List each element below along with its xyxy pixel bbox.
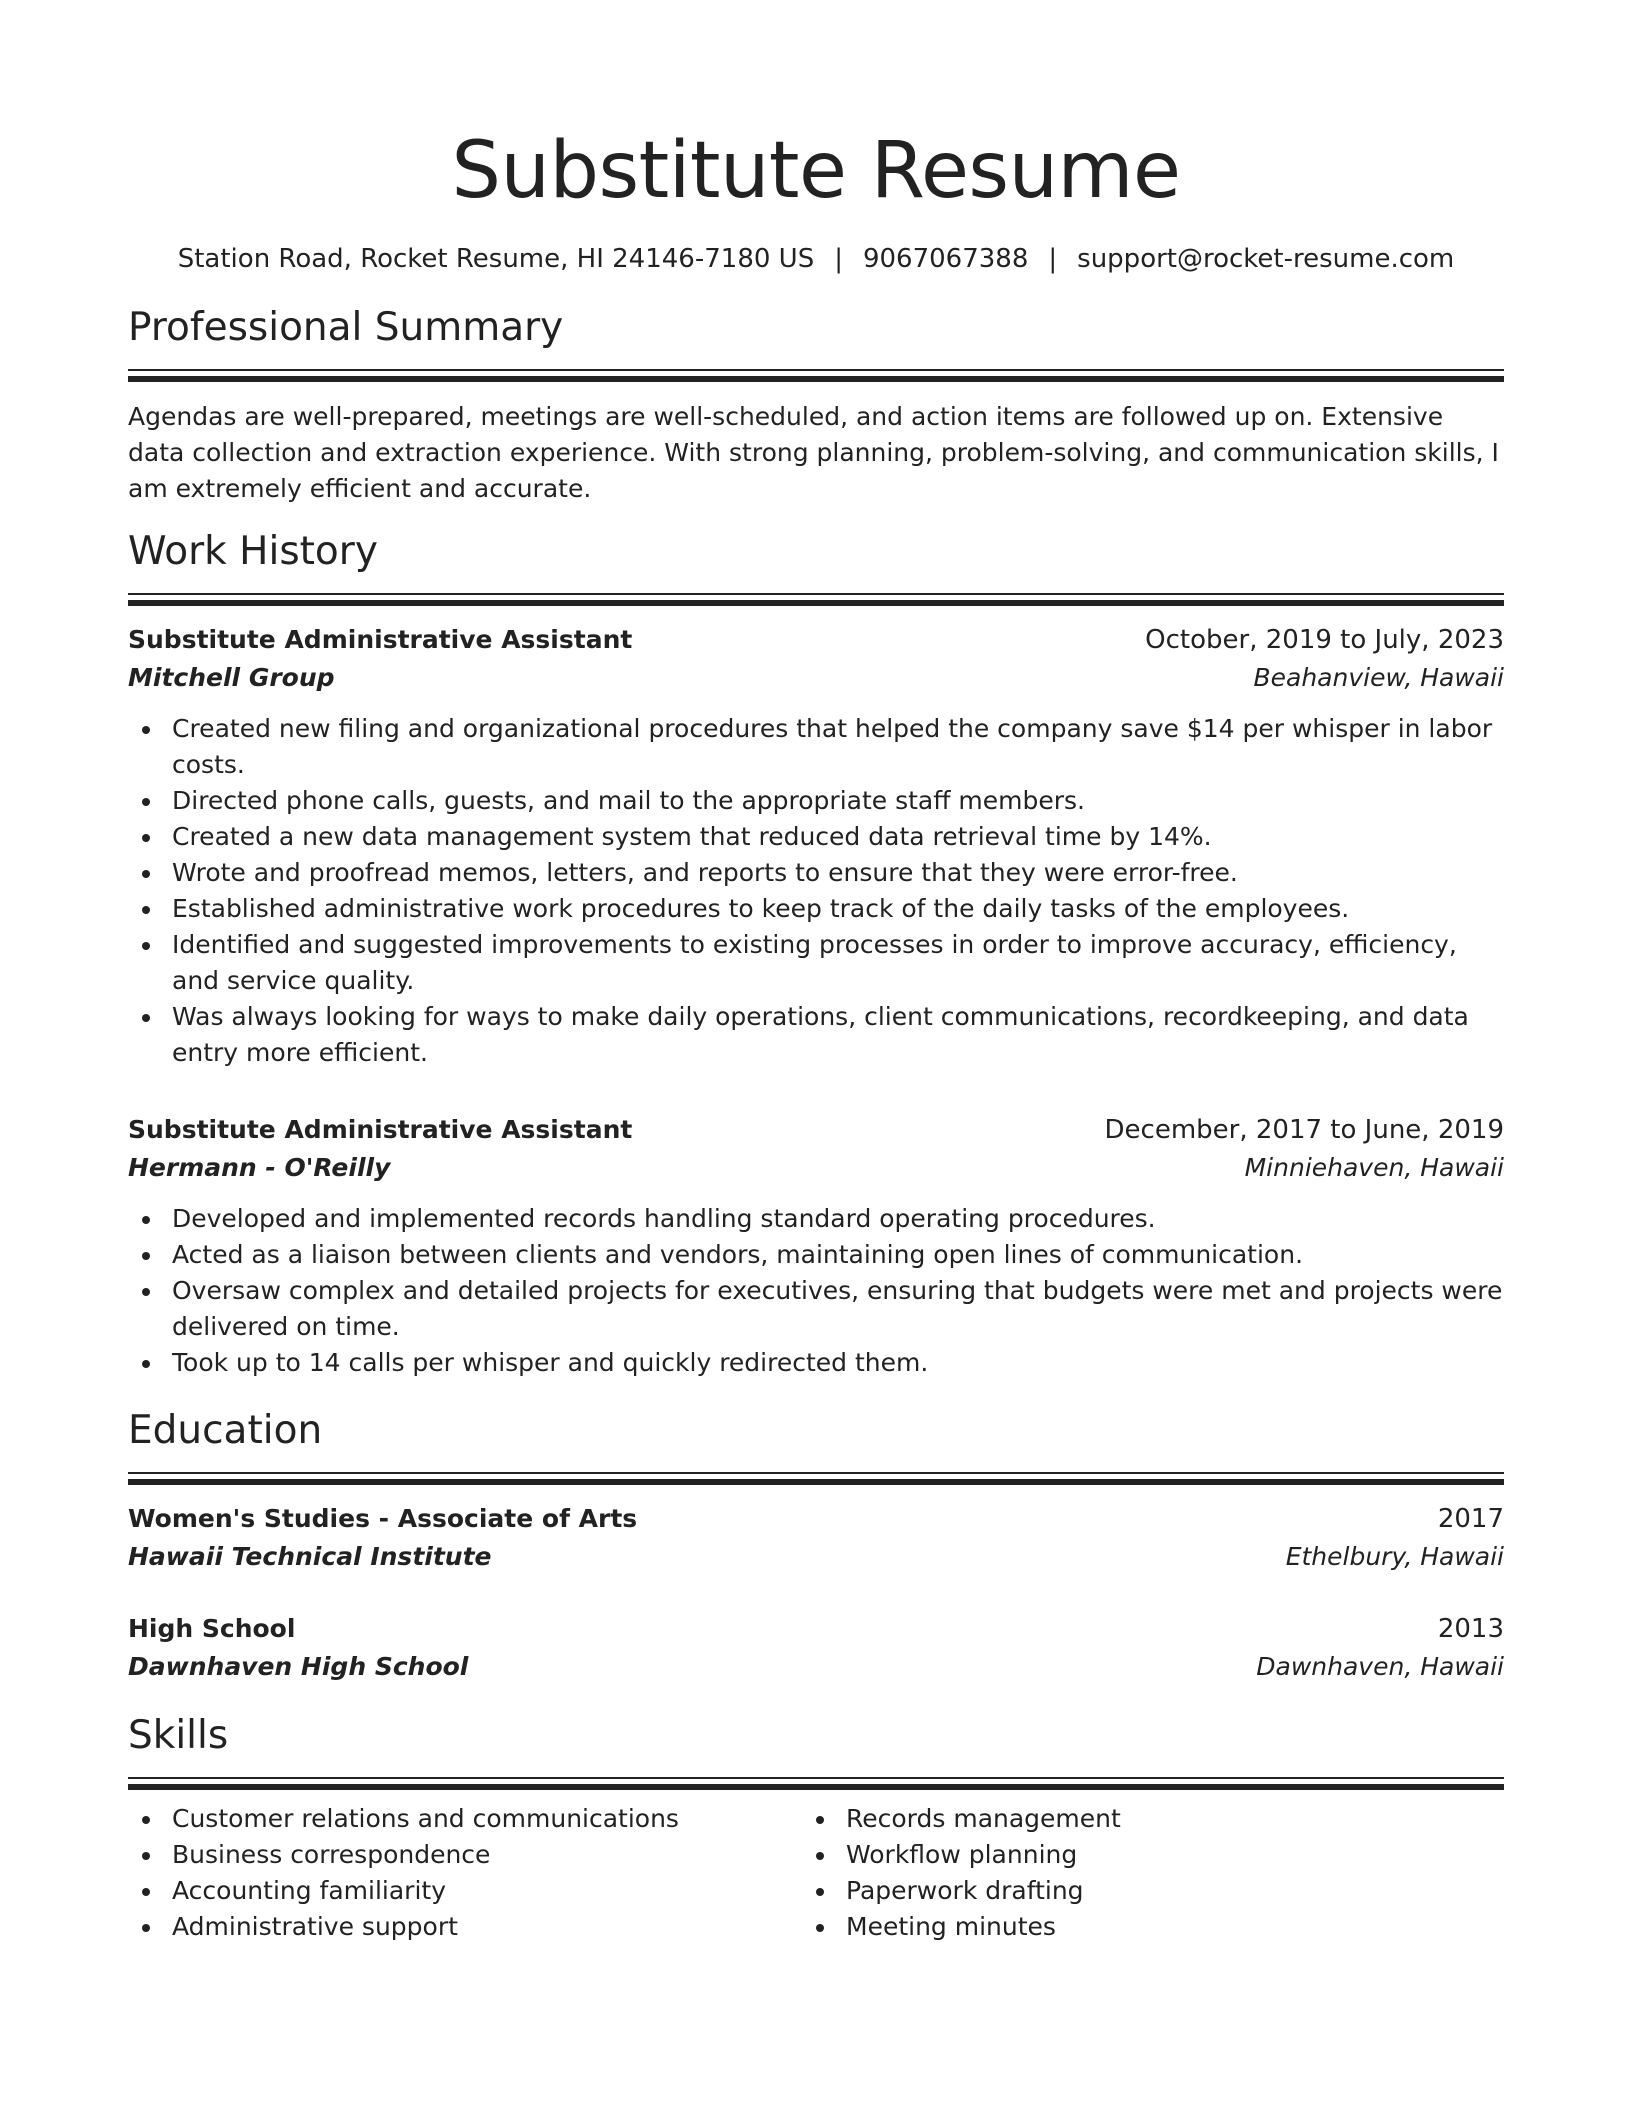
job-bullet: Developed and implemented records handling standard operating procedures. [172,1201,1504,1237]
skills-columns [128,1801,1504,1945]
job-entry [128,1111,1504,1381]
job-bullet: Acted as a liaison between clients and vendors, maintaining open lines of communication. [172,1237,1504,1273]
contact-line [128,244,1504,274]
skills-list-right [802,1801,1476,1945]
job-title: Substitute Administrative Assistant [128,1115,633,1144]
job-bullet: Created a new data management system that reduced data retrieval time by 14%. [172,819,1504,855]
job-company: Hermann - O'Reilly [128,1153,391,1182]
contact-address: Station Road, Rocket Resume, HI 24146-7180 US [177,244,815,274]
job-title: Substitute Administrative Assistant [128,625,633,654]
job-location: Beahanview, Hawaii [1253,663,1504,692]
job-bullet: Directed phone calls, guests, and mail to the appropriate staff members. [172,783,1504,819]
job-bullet: Oversaw complex and detailed projects for executives, ensuring that budgets were met and projects were delivered on time. [172,1273,1504,1345]
summary-text: Agendas are well-prepared, meetings are well-scheduled, and action items are followed up on. Extensive data collection and extraction experience. With strong planning, problem-solving, and communication skills, I am extremely efficient and accurate. [128,402,1499,503]
job-bullet: Established administrative work procedures to keep track of the daily tasks of the employees. [172,891,1504,927]
skills-list-left [128,1801,802,1945]
education-degree: Women's Studies - Associate of Arts [128,1504,638,1533]
job-bullets [128,711,1504,1071]
education-year: 2017 [1437,1504,1504,1534]
education-location: Ethelbury, Hawaii [1285,1542,1504,1571]
work-history-section [128,529,1504,1381]
education-entry [128,1500,1504,1576]
education-entry [128,1610,1504,1686]
job-location: Minniehaven, Hawaii [1244,1153,1504,1182]
skill-item: Records management [846,1801,1476,1837]
section-divider [128,593,1504,603]
resume-name: Substitute Resume [451,126,1181,216]
job-bullet: Was always looking for ways to make daily operations, client communications, recordkeeping, and data entry more efficient. [172,999,1504,1071]
section-divider [128,369,1504,379]
contact-separator: | [1048,244,1058,274]
job-bullet: Created new filing and organizational procedures that helped the company save $14 per whisper in labor costs. [172,711,1504,783]
education-location: Dawnhaven, Hawaii [1256,1652,1504,1681]
job-entry [128,621,1504,1071]
contact-separator: | [834,244,843,274]
contact-phone: 9067067388 [862,244,1029,274]
skill-item: Workflow planning [846,1837,1476,1873]
skill-item: Paperwork drafting [846,1873,1476,1909]
contact-email: support@rocket-resume.com [1077,244,1455,274]
education-heading: Education [128,1408,323,1453]
job-bullet: Identified and suggested improvements to existing processes in order to improve accuracy, efficiency, and service quality. [172,927,1504,999]
job-dates: December, 2017 to June, 2019 [1104,1115,1504,1145]
skills-section [128,1713,1504,1945]
education-section [128,1408,1504,1686]
job-bullet: Took up to 14 calls per whisper and quickly redirected them. [172,1345,1504,1381]
skills-heading: Skills [128,1713,229,1758]
skill-item: Customer relations and communications [172,1801,802,1837]
job-bullets [128,1201,1504,1381]
job-company: Mitchell Group [128,663,335,692]
skill-item: Meeting minutes [846,1909,1476,1945]
section-divider [128,1777,1504,1787]
skill-item: Business correspondence [172,1837,802,1873]
summary-section [128,305,1504,507]
education-degree: High School [128,1614,296,1643]
job-bullet: Wrote and proofread memos, letters, and reports to ensure that they were error-free. [172,855,1504,891]
summary-heading: Professional Summary [128,305,564,350]
section-divider [128,1472,1504,1482]
skill-item: Accounting familiarity [172,1873,802,1909]
education-school: Dawnhaven High School [128,1652,469,1681]
education-year: 2013 [1437,1614,1504,1644]
skill-item: Administrative support [172,1909,802,1945]
job-dates: October, 2019 to July, 2023 [1145,625,1504,655]
education-school: Hawaii Technical Institute [128,1542,492,1571]
work-history-heading: Work History [128,529,378,574]
